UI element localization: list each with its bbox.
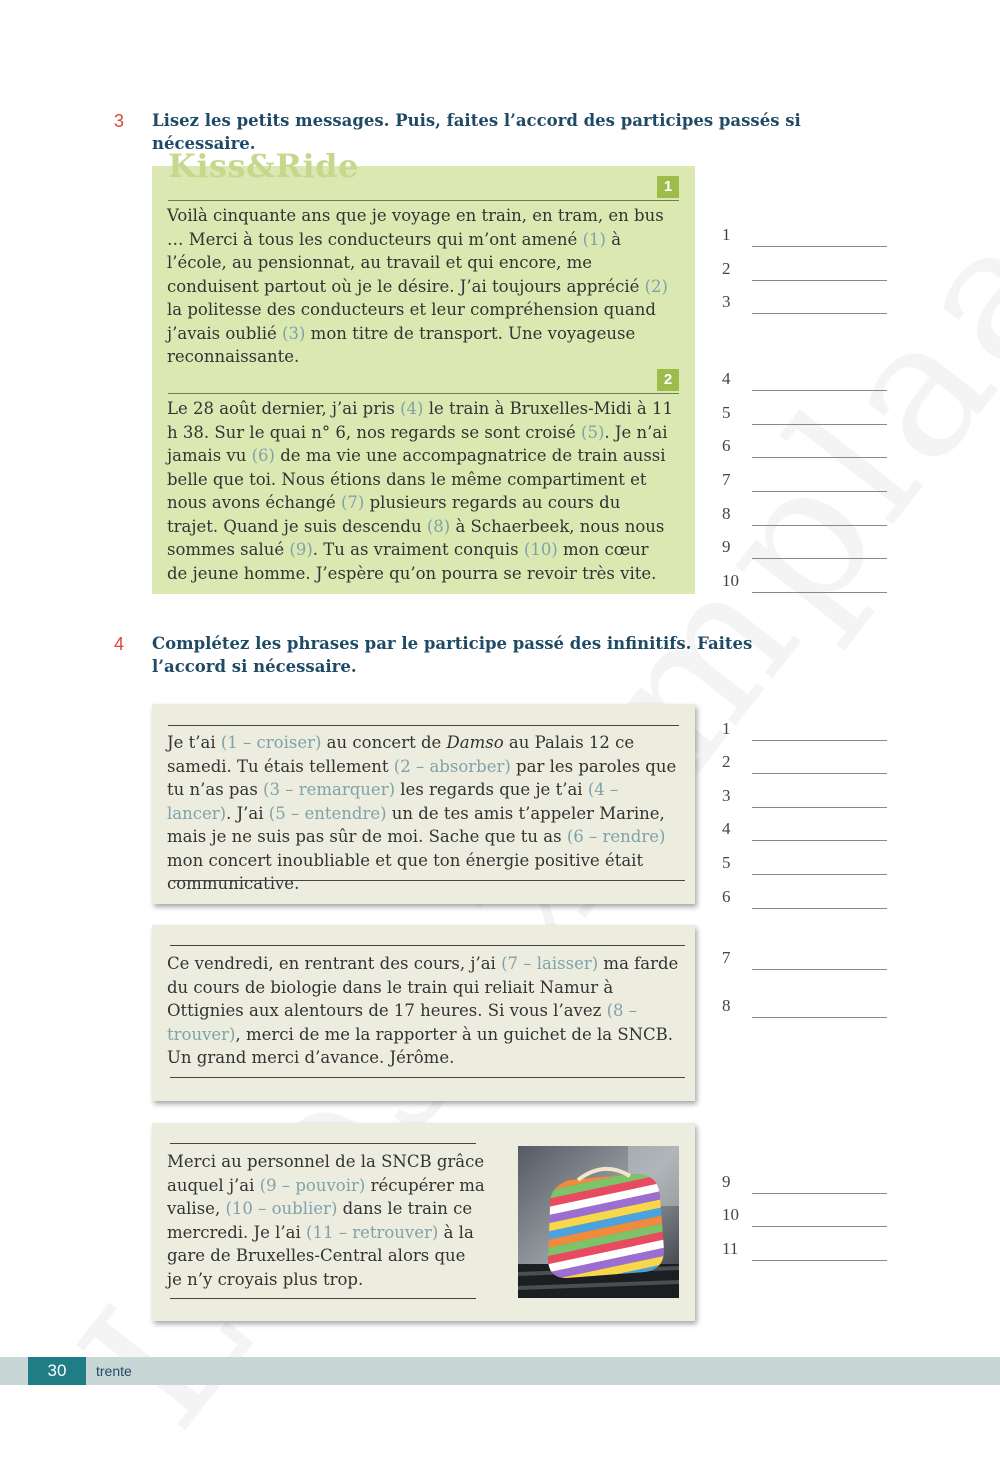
blank-placeholder: (3 – remarquer) xyxy=(263,780,396,799)
blank-placeholder: (1 – croiser) xyxy=(220,733,322,752)
answer-blank xyxy=(752,424,887,425)
text-run: au concert de xyxy=(321,733,447,752)
answer-line[interactable] xyxy=(722,434,887,458)
answer-line[interactable] xyxy=(722,257,887,281)
text-run: à la gare de Bruxelles-Central alors que je n’y croyais plus trop. xyxy=(167,1222,474,1289)
blank-placeholder: (10 – oublier) xyxy=(225,1199,338,1218)
text-run: , merci de me la rapporter à un guichet de la SNCB. Un grand merci d’avance. Jérôme. xyxy=(167,1024,674,1067)
answer-line[interactable] xyxy=(722,994,887,1018)
suitcase-on-train-seat-image xyxy=(518,1146,679,1298)
text-run: à Schaerbeek, nous nous sommes salué xyxy=(167,516,665,559)
answer-blank xyxy=(752,491,887,492)
message-bottom-rule xyxy=(170,880,685,881)
answer-number: 6 xyxy=(722,887,731,906)
answer-number: 5 xyxy=(722,853,731,872)
answer-line[interactable] xyxy=(722,851,887,875)
exercise-4-number: 4 xyxy=(114,634,125,654)
answer-blank xyxy=(752,1260,887,1261)
text-run: mon titre de transport. Une voyageuse reconnaissante. xyxy=(167,323,636,366)
answer-line[interactable] xyxy=(722,1170,887,1194)
message-2-badge: 2 xyxy=(657,369,679,391)
answer-number: 8 xyxy=(722,504,731,523)
text-run: mon cœur de jeune homme. J’espère qu’on pourra se revoir très vite. xyxy=(167,540,657,583)
answer-number: 8 xyxy=(722,996,731,1015)
answer-number: 10 xyxy=(722,571,739,590)
text-run: Je t’ai xyxy=(167,733,221,752)
answer-number: 3 xyxy=(722,292,731,311)
blank-placeholder: (8 – trouver) xyxy=(167,1001,637,1044)
text-run: le train à Bruxelles-Midi à 11 h 38. Sur le quai n° 6, nos regards se sont croisé xyxy=(167,399,673,442)
text-run: récupérer ma valise, xyxy=(167,1175,485,1218)
answer-blank xyxy=(752,1017,887,1018)
blank-placeholder: (11 – retrouver) xyxy=(306,1222,439,1242)
text-run: les regards que je t’ai xyxy=(395,780,588,799)
text-run: Voilà cinquante ans que je voyage en train, en tram, en bus … Merci à tous les conducteurs qui m’ont amené xyxy=(167,206,664,249)
text-run: dans le train ce mercredi. Je l’ai xyxy=(167,1199,473,1242)
answer-line[interactable] xyxy=(722,367,887,391)
exercise-3-message-box xyxy=(152,166,695,594)
answer-blank xyxy=(752,246,887,247)
answer-line[interactable] xyxy=(722,885,887,909)
answer-blank xyxy=(752,807,887,808)
answer-number: 5 xyxy=(722,403,731,422)
answer-number: 1 xyxy=(722,719,731,738)
text-run: . J’ai xyxy=(226,803,269,823)
text-run: ma farde du cours de biologie dans le train qui reliait Namur à Ottignies aux alentours de 17 heures. Si vous l’avez xyxy=(167,954,679,1020)
blank-placeholder: (4) xyxy=(400,399,424,418)
answer-number: 2 xyxy=(722,752,731,771)
answer-line[interactable] xyxy=(722,784,887,808)
answer-line[interactable] xyxy=(722,502,887,526)
italic-name: Damso xyxy=(446,733,504,752)
message-text xyxy=(167,1150,485,1291)
message-top-rule xyxy=(170,945,685,946)
answer-blank xyxy=(752,313,887,314)
answer-number: 1 xyxy=(722,225,731,244)
blank-placeholder: (7 – laisser) xyxy=(501,954,599,973)
message-text xyxy=(167,731,687,896)
text-run: Ce vendredi, en rentrant des cours, j’ai xyxy=(167,954,502,973)
answer-blank xyxy=(752,969,887,970)
answer-line[interactable] xyxy=(722,750,887,774)
answer-line[interactable] xyxy=(722,401,887,425)
message-bottom-rule xyxy=(170,1298,476,1299)
answer-number: 7 xyxy=(722,470,731,489)
answer-line[interactable] xyxy=(722,717,887,741)
blank-placeholder: (3) xyxy=(282,323,306,343)
blank-placeholder: (5) xyxy=(581,422,605,442)
answer-line[interactable] xyxy=(722,1203,887,1227)
answer-blank xyxy=(752,592,887,593)
answer-blank xyxy=(752,908,887,909)
page-number: 30 xyxy=(28,1357,86,1385)
suitcase-photo xyxy=(518,1146,679,1298)
text-run: Merci au personnel de la SNCB grâce auquel j’ai xyxy=(167,1152,485,1195)
text-run: . Tu as vraiment conquis xyxy=(312,540,524,559)
message-2-rule xyxy=(168,393,679,394)
answer-blank xyxy=(752,390,887,391)
exercise-3-number: 3 xyxy=(114,111,125,131)
message-top-rule xyxy=(170,1143,476,1144)
answer-line[interactable] xyxy=(722,569,887,593)
message-1-rule xyxy=(168,200,679,201)
answer-blank xyxy=(752,740,887,741)
blank-placeholder: (2) xyxy=(644,276,668,296)
text-run: la politesse des conducteurs et leur compréhension quand j’avais oublié xyxy=(167,300,656,343)
blank-placeholder: (2 – absorber) xyxy=(393,756,511,776)
exercise-3-title: Lisez les petits messages. Puis, faites l’accord des participes passés si nécessaire. xyxy=(152,111,801,153)
kiss-and-ride-logo: Kiss&Ride xyxy=(168,147,359,185)
text-run: un de tes amis t’appeler Marine, mais je ne suis pas sûr de moi. Sache que tu as xyxy=(167,803,665,846)
text-run: . Je n’ai jamais vu xyxy=(167,422,668,465)
footer-bar xyxy=(0,1357,1000,1385)
answer-number: 2 xyxy=(722,259,731,278)
answer-number: 6 xyxy=(722,436,731,455)
message-bottom-rule xyxy=(170,1077,685,1078)
blank-placeholder: (5 – entendre) xyxy=(268,803,387,823)
answer-blank xyxy=(752,525,887,526)
answer-number: 9 xyxy=(722,1172,731,1191)
blank-placeholder: (8) xyxy=(426,516,451,536)
exercise-4-message-2-box xyxy=(152,925,695,1101)
answer-line[interactable] xyxy=(722,946,887,970)
answer-line[interactable] xyxy=(722,223,887,247)
text-run: Le 28 août dernier, j’ai pris xyxy=(167,399,401,418)
exercise-4-title: Complétez les phrases par le participe passé des infinitifs. Faites l’accord si nécessaire. xyxy=(152,634,753,676)
blank-placeholder: (9) xyxy=(289,540,313,559)
message-1-text xyxy=(167,204,673,369)
message-text xyxy=(167,952,687,1070)
text-run: par les paroles que tu n’as pas xyxy=(167,756,677,799)
page-number-word: trente xyxy=(96,1363,132,1379)
answer-blank xyxy=(752,280,887,281)
answer-number: 3 xyxy=(722,786,731,805)
answer-blank xyxy=(752,1193,887,1194)
message-2-text xyxy=(167,397,673,585)
answer-line[interactable] xyxy=(722,535,887,559)
blank-placeholder: (10) xyxy=(523,540,558,559)
blank-placeholder: (6 – rendre) xyxy=(566,827,666,846)
text-run: mon concert inoubliable et que ton énergie positive était communicative. xyxy=(167,850,644,893)
blank-placeholder: (1) xyxy=(582,229,606,249)
answer-line[interactable] xyxy=(722,290,887,314)
answer-blank xyxy=(752,874,887,875)
blank-placeholder: (9 – pouvoir) xyxy=(259,1175,366,1195)
text-run: au Palais 12 ce samedi. Tu étais tellement xyxy=(167,733,635,776)
blank-placeholder: (4 – lancer) xyxy=(167,780,619,823)
text-run: de ma vie une accompagnatrice de train aussi belle que toi. Nous étions dans le même compartiment et nous avons échangé xyxy=(167,446,666,512)
answer-blank xyxy=(752,840,887,841)
answer-line[interactable] xyxy=(722,468,887,492)
answer-line[interactable] xyxy=(722,817,887,841)
message-1-badge: 1 xyxy=(657,176,679,198)
text-run: plusieurs regards au cours du trajet. Quand je suis descendu xyxy=(167,493,621,536)
answer-number: 10 xyxy=(722,1205,739,1224)
answer-blank xyxy=(752,773,887,774)
message-top-rule xyxy=(168,725,679,726)
answer-number: 4 xyxy=(722,819,731,838)
answer-number: 4 xyxy=(722,369,731,388)
text-run: à l’école, au pensionnat, au travail et qui encore, me conduisent partout où je le désire. J’ai toujours apprécié xyxy=(167,229,645,296)
exercise-4-message-1-box xyxy=(152,704,695,904)
answer-number: 11 xyxy=(722,1239,739,1258)
answer-line[interactable] xyxy=(722,1237,887,1261)
answer-blank xyxy=(752,1226,887,1227)
blank-placeholder: (7) xyxy=(341,493,365,512)
answer-blank xyxy=(752,457,887,458)
answer-blank xyxy=(752,558,887,559)
blank-placeholder: (6) xyxy=(251,446,275,465)
answer-number: 9 xyxy=(722,537,731,556)
answer-number: 7 xyxy=(722,948,731,967)
